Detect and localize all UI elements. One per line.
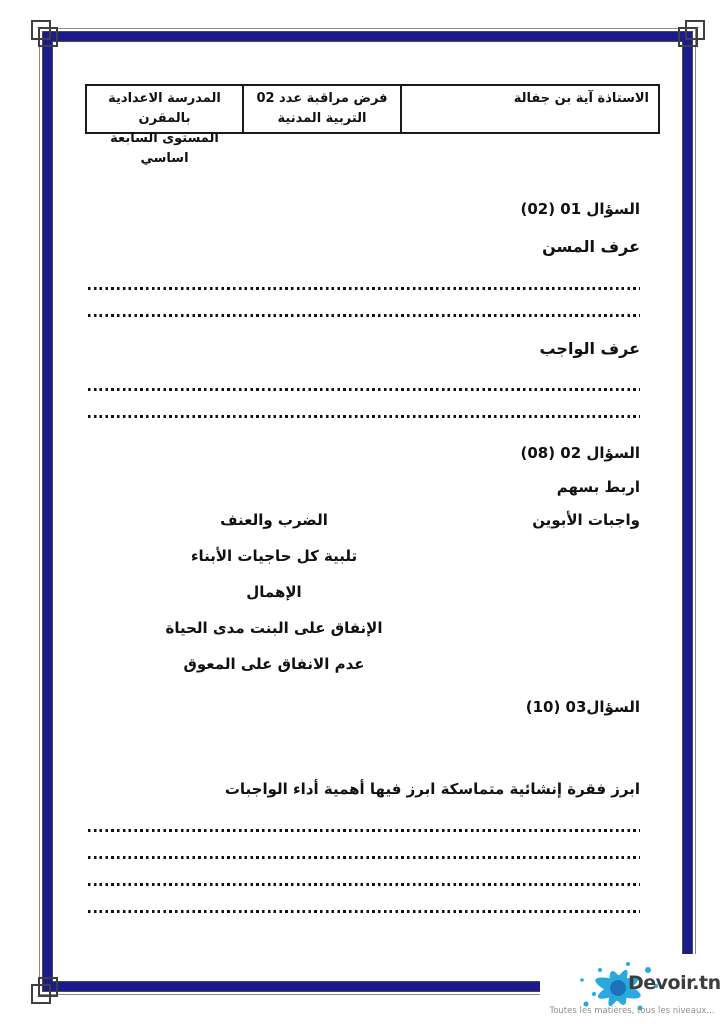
match-item: الإنفاق على البنت مدى الحياة bbox=[165, 619, 383, 637]
question-2-title: السؤال 02 (08) bbox=[520, 444, 640, 462]
question-1-title: السؤال 01 (02) bbox=[520, 200, 640, 218]
match-item: الضرب والعنف bbox=[220, 511, 328, 529]
exam-title: فرض مراقبة عدد 02 bbox=[256, 91, 388, 106]
border-corner-ornament bbox=[31, 984, 51, 1004]
dotted-answer-line bbox=[88, 856, 640, 859]
match-item: الإهمال bbox=[246, 583, 302, 601]
border-corner-ornament bbox=[685, 20, 705, 40]
teacher-name: الاستاذة آية بن جفالة bbox=[513, 91, 649, 106]
exam-content bbox=[88, 0, 640, 1024]
match-column-label: واجبات الأبوين bbox=[532, 511, 640, 529]
devoir-logo bbox=[540, 954, 724, 1024]
match-item: تلبية كل حاجيات الأبناء bbox=[190, 547, 358, 565]
dotted-answer-line bbox=[88, 314, 640, 317]
match-items-column bbox=[88, 510, 460, 690]
question-1-prompt-a: عرف المسن bbox=[542, 237, 640, 256]
exam-subject: التربية المدنية bbox=[277, 111, 367, 126]
dotted-answer-line bbox=[88, 287, 640, 290]
brand-wordmark: Devoir.tn bbox=[628, 972, 721, 994]
border-corner-ornament bbox=[31, 20, 51, 40]
question-3-title: السؤال03 (10) bbox=[525, 698, 640, 716]
school-name: المدرسة الاعدادية بالمقرن bbox=[108, 91, 221, 126]
answer-lines-q1b bbox=[88, 388, 640, 442]
question-2-instruction: اربط بسهم bbox=[556, 478, 640, 496]
answer-lines-q3 bbox=[88, 829, 640, 937]
answer-lines-q1a bbox=[88, 287, 640, 341]
brand-tagline: Toutes les matières, tous les niveaux... bbox=[549, 1006, 715, 1016]
dotted-answer-line bbox=[88, 415, 640, 418]
match-item: عدم الانفاق على المعوق bbox=[183, 655, 365, 673]
grade-level: المستوى السابعة اساسي bbox=[110, 131, 219, 166]
dotted-answer-line bbox=[88, 829, 640, 832]
dotted-answer-line bbox=[88, 388, 640, 391]
question-3-prompt: ابرز فقرة إنشائية متماسكة ابرز فيها أهمية أداء الواجبات bbox=[224, 780, 640, 798]
dotted-answer-line bbox=[88, 883, 640, 886]
question-1-prompt-b: عرف الواجب bbox=[539, 339, 640, 358]
dotted-answer-line bbox=[88, 910, 640, 913]
